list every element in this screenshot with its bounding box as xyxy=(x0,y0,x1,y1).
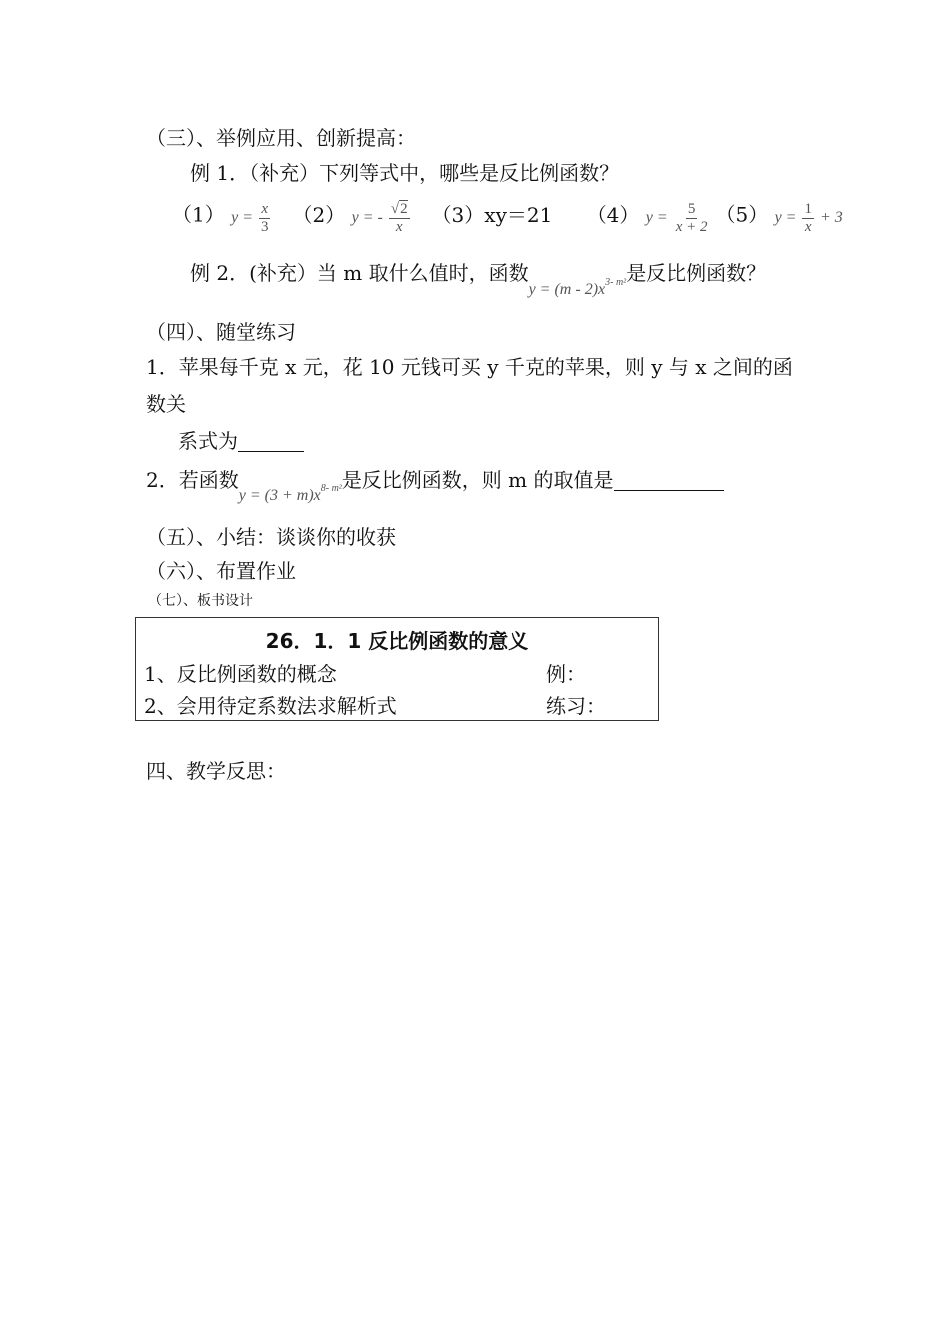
option3-label: （3）xy＝21 xyxy=(431,202,553,227)
board-row2-left: 2、会用待定系数法求解析式 xyxy=(144,694,397,718)
option4-label: （4） xyxy=(586,202,640,227)
option5-formula: y = $\frac{1}{x}$ + 3 xyxy=(774,201,843,235)
practice2-tail: 是反比例函数，则 m 的取值是 xyxy=(341,468,614,492)
example1-text: 例 1．（补充）下列等式中，哪些是反比例函数？ xyxy=(190,161,620,185)
example2-text: 例 2．(补充）当 m 取什么值时，函数 xyxy=(190,261,529,285)
board-row1-right: 例： xyxy=(546,662,586,686)
practice2-text: 2．若函数 xyxy=(146,468,239,492)
practice1-line1: 1．苹果每千克 x 元，花 10 元钱可买 y 千克的苹果，则 y 与 x 之间的函 xyxy=(146,355,793,379)
section5-heading: （五）、小结：谈谈你的收获 xyxy=(146,525,396,549)
practice1-line2: 数关 xyxy=(146,392,186,416)
example1-options xyxy=(172,201,843,235)
section6-heading: （六）、布置作业 xyxy=(146,559,296,583)
option5-label: （5） xyxy=(715,202,769,227)
board-row2-right: 练习： xyxy=(546,694,606,718)
section4-heading: （四）、随堂练习 xyxy=(146,320,296,344)
answer-blank-1[interactable] xyxy=(238,451,304,452)
option4-formula: y = $\frac{5}{x + 2}$ xyxy=(645,201,708,235)
example2-tail: 是反比例函数？ xyxy=(626,261,767,285)
practice2-formula: y = (3 + m)x8- m² xyxy=(238,483,342,504)
option2-label: （2） xyxy=(292,202,346,227)
board-row1-left: 1、反比例函数的概念 xyxy=(144,662,337,686)
section7-heading: （七）、板书设计 xyxy=(148,593,253,609)
option1-formula: y = $\frac{x}{3}$ xyxy=(231,201,269,235)
example2-formula: y = (m - 2)x3- m² xyxy=(528,277,627,298)
option2-formula: y = - $\frac{√2}{x}$ xyxy=(351,201,408,235)
example2-line xyxy=(190,261,767,298)
board-title: 26．1．1 反比例函数的意义 xyxy=(265,629,529,653)
answer-blank-2[interactable] xyxy=(614,490,724,491)
section3-heading: （三）、举例应用、创新提高： xyxy=(146,126,416,150)
practice2-line xyxy=(146,468,724,504)
board-design-box xyxy=(135,617,659,721)
option1-label: （1） xyxy=(172,202,225,227)
practice1-line3: 系式为 xyxy=(178,431,304,452)
reflection-heading: 四、教学反思： xyxy=(146,759,286,783)
